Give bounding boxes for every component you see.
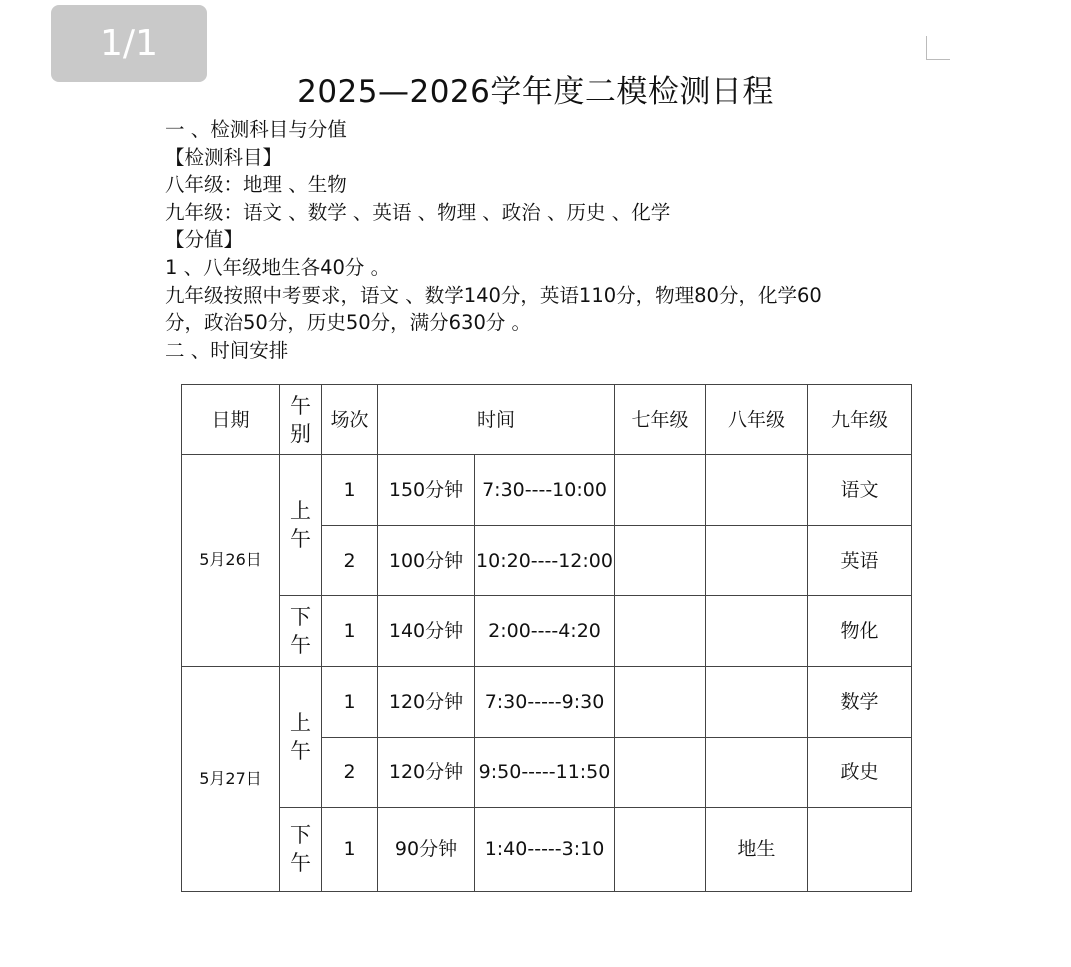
grade9-cell [808, 807, 912, 891]
section-heading-subjects: 一 、检测科目与分值 [165, 118, 347, 141]
grade8-cell [706, 596, 808, 666]
grade8-cell: 地生 [706, 807, 808, 891]
grade7-cell [615, 666, 706, 737]
scores-label: 【分值】 [165, 228, 244, 252]
document-body [165, 116, 945, 364]
period-cell: 上 午 [280, 666, 322, 807]
period-cell: 下 午 [280, 596, 322, 666]
subjects-label: 【检测科目】 [165, 145, 283, 169]
header-session: 场次 [322, 385, 378, 455]
header-grade7: 七年级 [615, 385, 706, 455]
duration-cell: 150分钟 [378, 455, 475, 526]
duration-cell: 120分钟 [378, 666, 475, 737]
duration-cell: 120分钟 [378, 737, 475, 807]
grade7-cell [615, 737, 706, 807]
time-range-cell: 1:40-----3:10 [475, 807, 615, 891]
period-cell: 上 午 [280, 455, 322, 596]
date-cell: 5月26日 [182, 455, 280, 666]
session-cell: 2 [322, 737, 378, 807]
page-corner-mark [926, 36, 950, 60]
grade7-cell [615, 596, 706, 666]
table-header-row [182, 385, 912, 455]
document-title: 2025—2026学年度二模检测日程 [297, 74, 774, 110]
duration-cell: 100分钟 [378, 526, 475, 596]
time-range-cell: 7:30----10:00 [475, 455, 615, 526]
grade9-cell: 语文 [808, 455, 912, 526]
session-cell: 1 [322, 455, 378, 526]
date-cell: 5月27日 [182, 666, 280, 892]
grade7-cell [615, 455, 706, 526]
grade8-cell [706, 666, 808, 737]
grade9-cell: 数学 [808, 666, 912, 737]
duration-cell: 90分钟 [378, 807, 475, 891]
session-cell: 1 [322, 596, 378, 666]
time-range-cell: 9:50-----11:50 [475, 737, 615, 807]
header-grade9: 九年级 [808, 385, 912, 455]
grade8-scores: 1 、八年级地生各40分 。 [165, 255, 391, 279]
table-row [182, 666, 912, 737]
grade7-cell [615, 807, 706, 891]
header-time: 时间 [378, 385, 615, 455]
grade9-scores-line1: 九年级按照中考要求，语文 、数学140分，英语110分，物理80分，化学60 [165, 283, 822, 307]
period-cell: 下 午 [280, 807, 322, 891]
grade8-cell [706, 455, 808, 526]
table-row [182, 596, 912, 666]
session-cell: 2 [322, 526, 378, 596]
grade8-cell [706, 526, 808, 596]
grade8-cell [706, 737, 808, 807]
time-range-cell: 2:00----4:20 [475, 596, 615, 666]
duration-cell: 140分钟 [378, 596, 475, 666]
header-date: 日期 [182, 385, 280, 455]
grade9-cell: 政史 [808, 737, 912, 807]
grade9-subjects: 九年级：语文 、数学 、英语 、物理 、政治 、历史 、化学 [165, 200, 671, 224]
page-indicator[interactable]: 1/1 [51, 5, 207, 82]
grade7-cell [615, 526, 706, 596]
grade8-subjects: 八年级：地理 、生物 [165, 173, 347, 197]
header-grade8: 八年级 [706, 385, 808, 455]
header-period: 午 别 [280, 385, 322, 455]
section-heading-schedule: 二 、时间安排 [165, 338, 289, 362]
grade9-cell: 英语 [808, 526, 912, 596]
time-range-cell: 7:30-----9:30 [475, 666, 615, 737]
schedule-table [181, 384, 912, 892]
grade9-scores-line2: 分，政治50分，历史50分，满分630分 。 [165, 311, 532, 335]
table-row [182, 807, 912, 891]
table-row [182, 455, 912, 526]
time-range-cell: 10:20----12:00 [475, 526, 615, 596]
grade9-cell: 物化 [808, 596, 912, 666]
session-cell: 1 [322, 807, 378, 891]
session-cell: 1 [322, 666, 378, 737]
